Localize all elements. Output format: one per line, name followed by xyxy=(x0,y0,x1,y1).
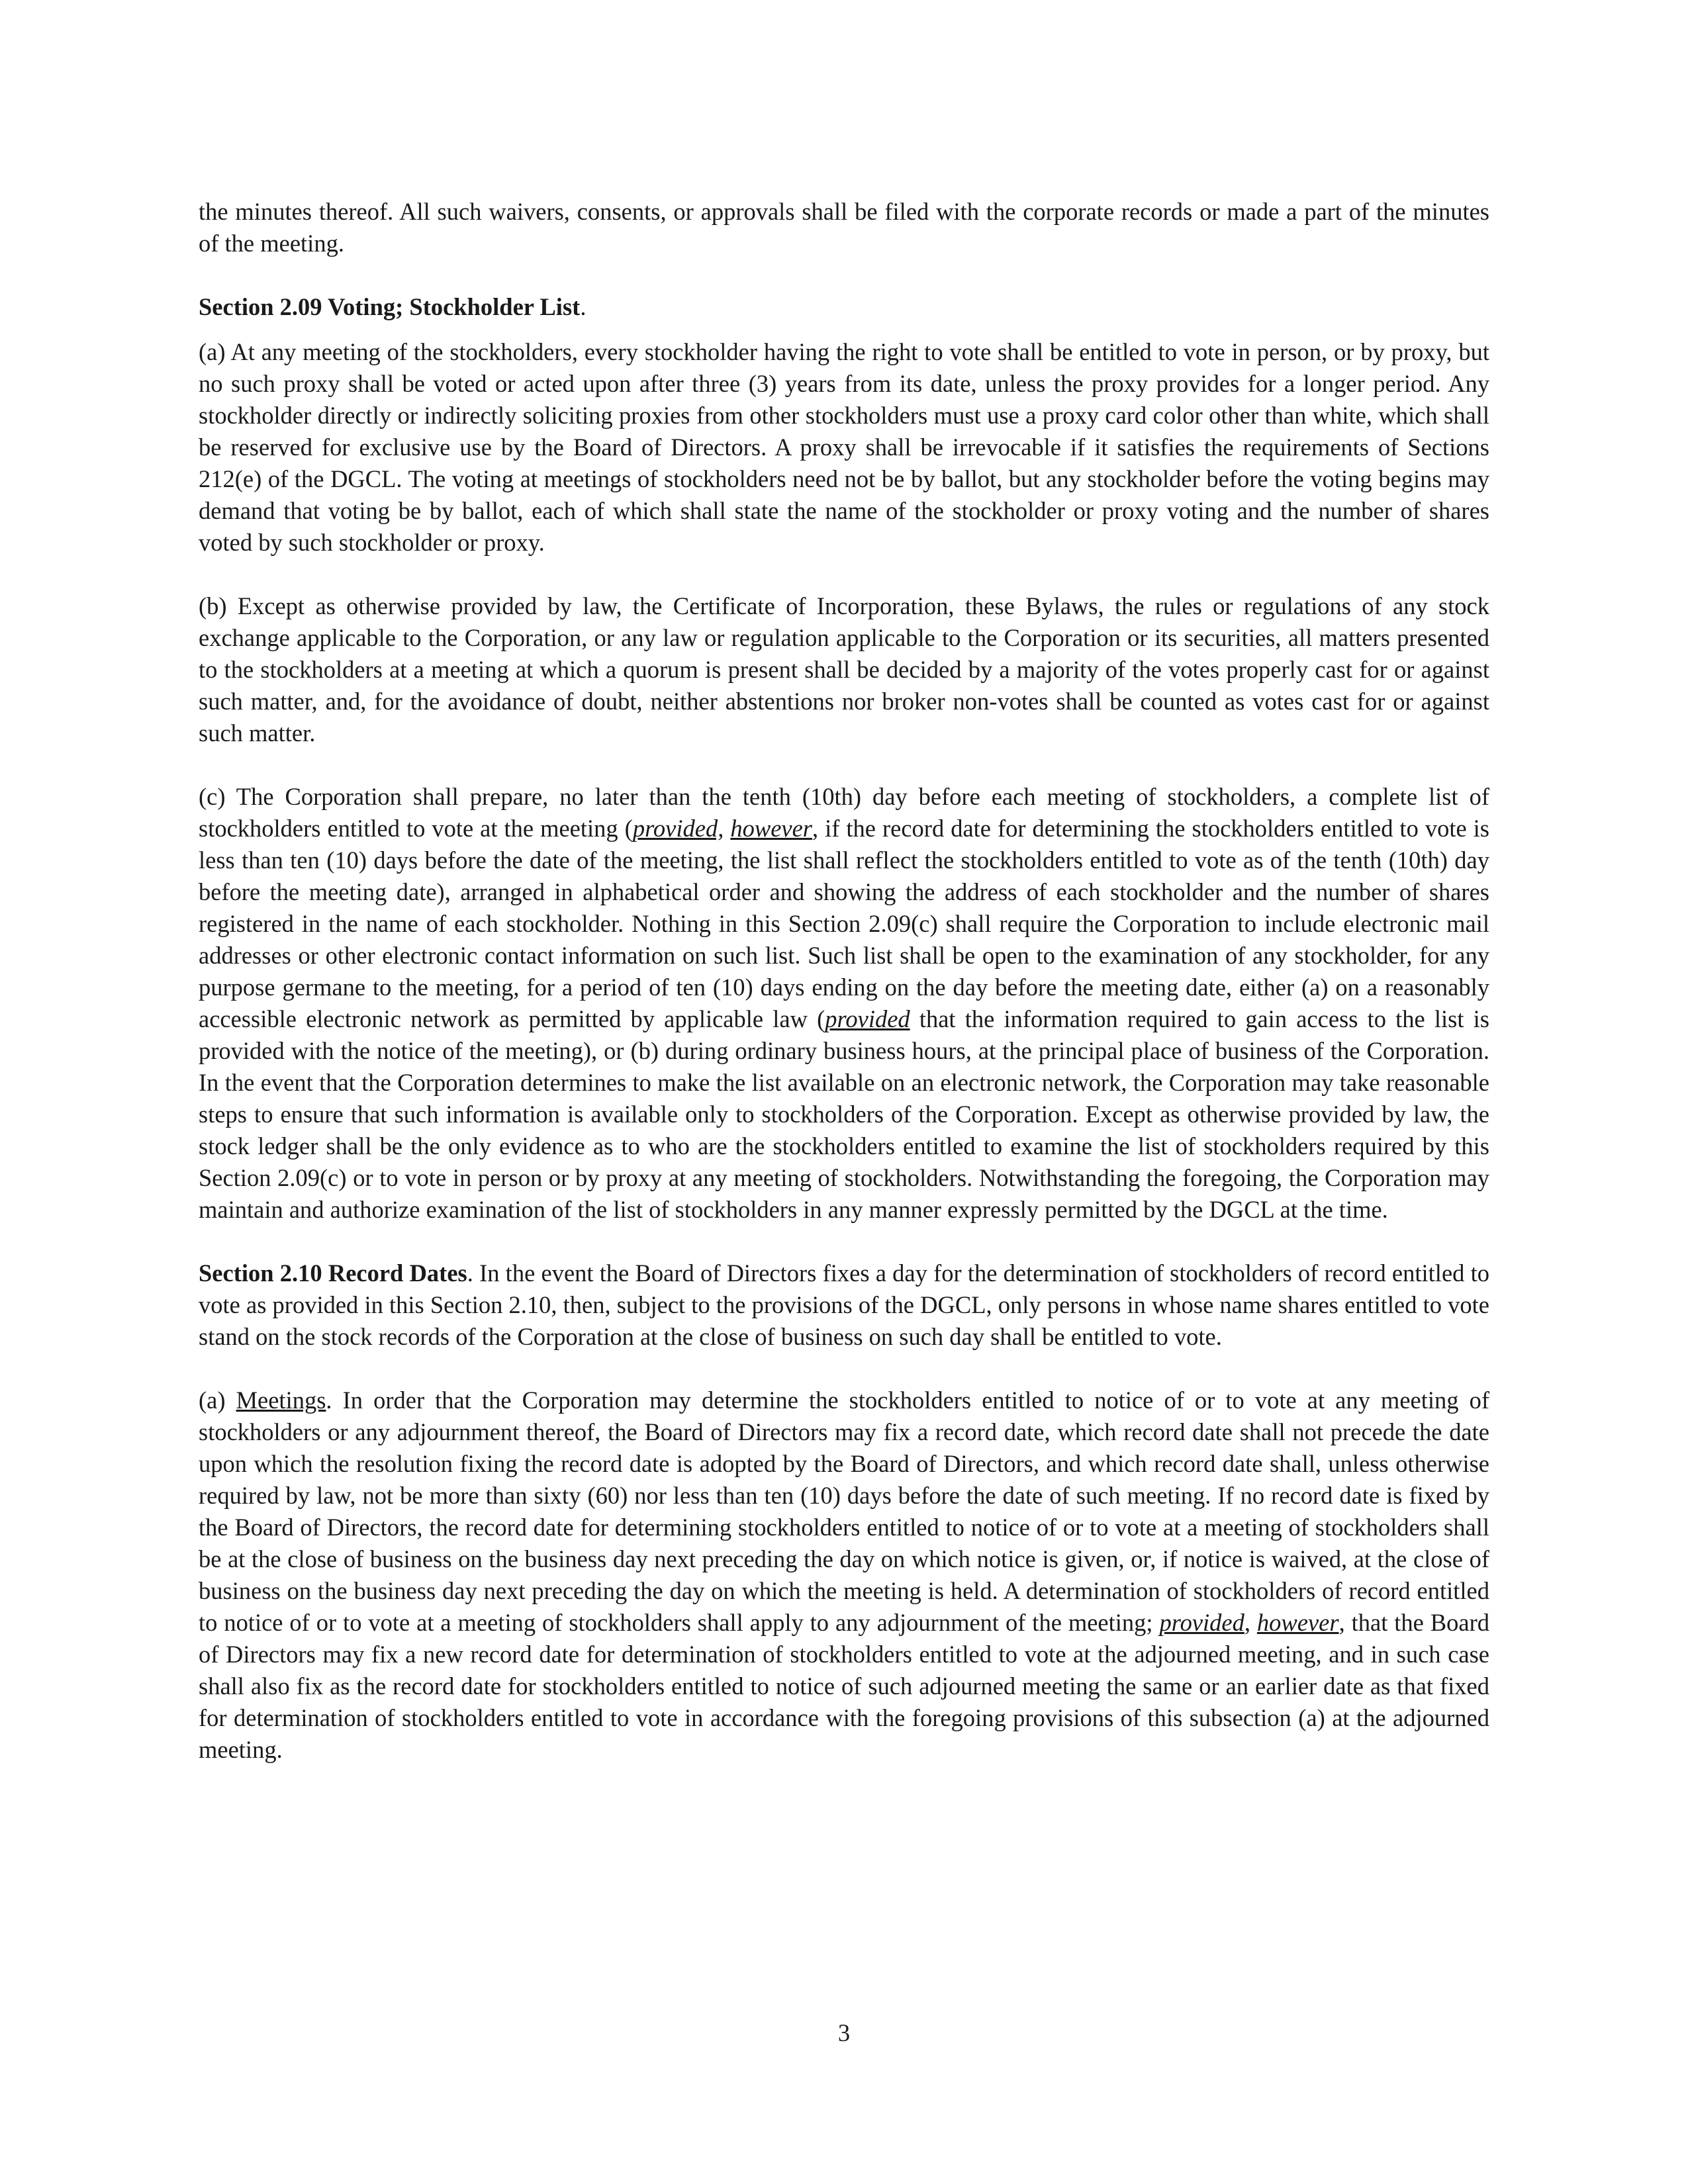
para-a-prefix: (a) xyxy=(199,1387,236,1414)
section-2-09-paragraph-c xyxy=(199,781,1489,1226)
section-2-09-heading-period: . xyxy=(580,293,586,320)
section-2-10-intro-text: . In the event the Board of Directors fixes a day for the determination of stockholders of record entitled to vote as provided in this Section 2.10, then, subject to the provisions of the DGCL, only persons in whose name shares entitled to vote stand on the stock records of the Corporation at the close of business on such day shall be entitled to vote. xyxy=(199,1259,1489,1350)
section-2-10-intro xyxy=(199,1257,1489,1353)
para-c-text-1: (c) The Corporation shall prepare, no later than the tenth (10th) day before each meeting of stockholders, a complete list of stockholders entitled to vote at the meeting ( xyxy=(199,783,1489,842)
para-c-space xyxy=(724,815,730,842)
section-2-10-paragraph-a xyxy=(199,1385,1489,1766)
section-2-09-title: Section 2.09 Voting; Stockholder List xyxy=(199,293,581,320)
para-a-comma: , xyxy=(1244,1609,1257,1636)
para-a-provided: provided xyxy=(1159,1609,1244,1636)
para-c-provided: provided, xyxy=(632,815,724,842)
para-c-text-3: that the information required to gain access to the list is provided with the notice of the meeting), or (b) during ordinary business hours, at the principal place of business of the Corporation. In the event that the Corporation determines to make the list available on an electronic network, the Corporation may take reasonable steps to ensure that such information is available only to stockholders of the Corporation. Except as otherwise provided by law, the stock ledger shall be the only evidence as to who are the stockholders entitled to examine the list of stockholders required by this Section 2.09(c) or to vote in person or by proxy at any meeting of stockholders. Notwithstanding the foregoing, the Corporation may maintain and authorize examination of the list of stockholders in any manner expressly permitted by the DGCL at the time. xyxy=(199,1005,1489,1223)
document-page xyxy=(199,196,1489,1766)
section-2-09-paragraph-a: (a) At any meeting of the stockholders, every stockholder having the right to vote shall be entitled to vote in person, or by proxy, but no such proxy shall be voted or acted upon after three (3) years from its date, unless the proxy provides for a longer period. Any stockholder directly or indirectly soliciting proxies from other stockholders must use a proxy card color other than white, which shall be reserved for exclusive use by the Board of Directors. A proxy shall be irrevocable if it satisfies the requirements of Sections 212(e) of the DGCL. The voting at meetings of stockholders need not be by ballot, but any stockholder before the voting begins may demand that voting be by ballot, each of which shall state the name of the stockholder or proxy voting and the number of shares voted by such stockholder or proxy. xyxy=(199,338,1489,556)
para-a-text-2: , that the Board of Directors may fix a new record date for determination of stockholders entitled to vote at the adjourned meeting, and in such case shall also fix as the record date for stockholders entitled to notice of such adjourned meeting the same or an earlier date as that fixed for determination of stockholders entitled to vote in accordance with the foregoing provisions of this subsection (a) at the adjourned meeting. xyxy=(199,1609,1489,1763)
continuation-paragraph: the minutes thereof. All such waivers, consents, or approvals shall be filed with the corporate records or made a part of the minutes of the meeting. xyxy=(199,198,1489,257)
para-a-meetings-title: Meetings xyxy=(236,1387,326,1414)
section-2-10-title: Section 2.10 Record Dates xyxy=(199,1259,467,1287)
section-2-09-paragraph-b: (b) Except as otherwise provided by law, the Certificate of Incorporation, these Bylaws, the rules or regulations of any stock exchange applicable to the Corporation, or any law or regulation applicable to the Corporation or its securities, all matters presented to the stockholders at a meeting at which a quorum is present shall be decided by a majority of the votes properly cast for or against such matter, and, for the avoidance of doubt, neither abstentions nor broker non-votes shall be counted as votes cast for or against such matter. xyxy=(199,592,1489,747)
para-c-text-2: , if the record date for determining the stockholders entitled to vote is less than ten (10) days before the date of the meeting, the list shall reflect the stockholders entitled to vote as of the tenth (10th) day before the meeting date), arranged in alphabetical order and showing the address of each stockholder and the number of shares registered in the name of each stockholder. Nothing in this Section 2.09(c) shall require the Corporation to include electronic mail addresses or other electronic contact information on such list. Such list shall be open to the examination of any stockholder, for any purpose germane to the meeting, for a period of ten (10) days ending on the day before the meeting date, either (a) on a reasonably accessible electronic network as permitted by applicable law ( xyxy=(199,815,1489,1032)
para-a-text-1: . In order that the Corporation may determine the stockholders entitled to notice of or to vote at any meeting of stockholders or any adjournment thereof, the Board of Directors may fix a record date, which record date shall not precede the date upon which the resolution fixing the record date is adopted by the Board of Directors, and which record date shall, unless otherwise required by law, not be more than sixty (60) nor less than ten (10) days before the date of such meeting. If no record date is fixed by the Board of Directors, the record date for determining stockholders entitled to notice of or to vote at a meeting of stockholders shall be at the close of business on the business day next preceding the day on which notice is given, or, if notice is waived, at the close of business on the business day next preceding the day on which the meeting is held. A determination of stockholders of record entitled to notice of or to vote at a meeting of stockholders shall apply to any adjournment of the meeting; xyxy=(199,1387,1489,1636)
section-2-09-heading xyxy=(199,291,1489,323)
para-c-however: however xyxy=(730,815,812,842)
para-c-provided-2: provided xyxy=(825,1005,910,1032)
page-number: 3 xyxy=(837,2019,851,2046)
para-a-however: however xyxy=(1256,1609,1339,1636)
